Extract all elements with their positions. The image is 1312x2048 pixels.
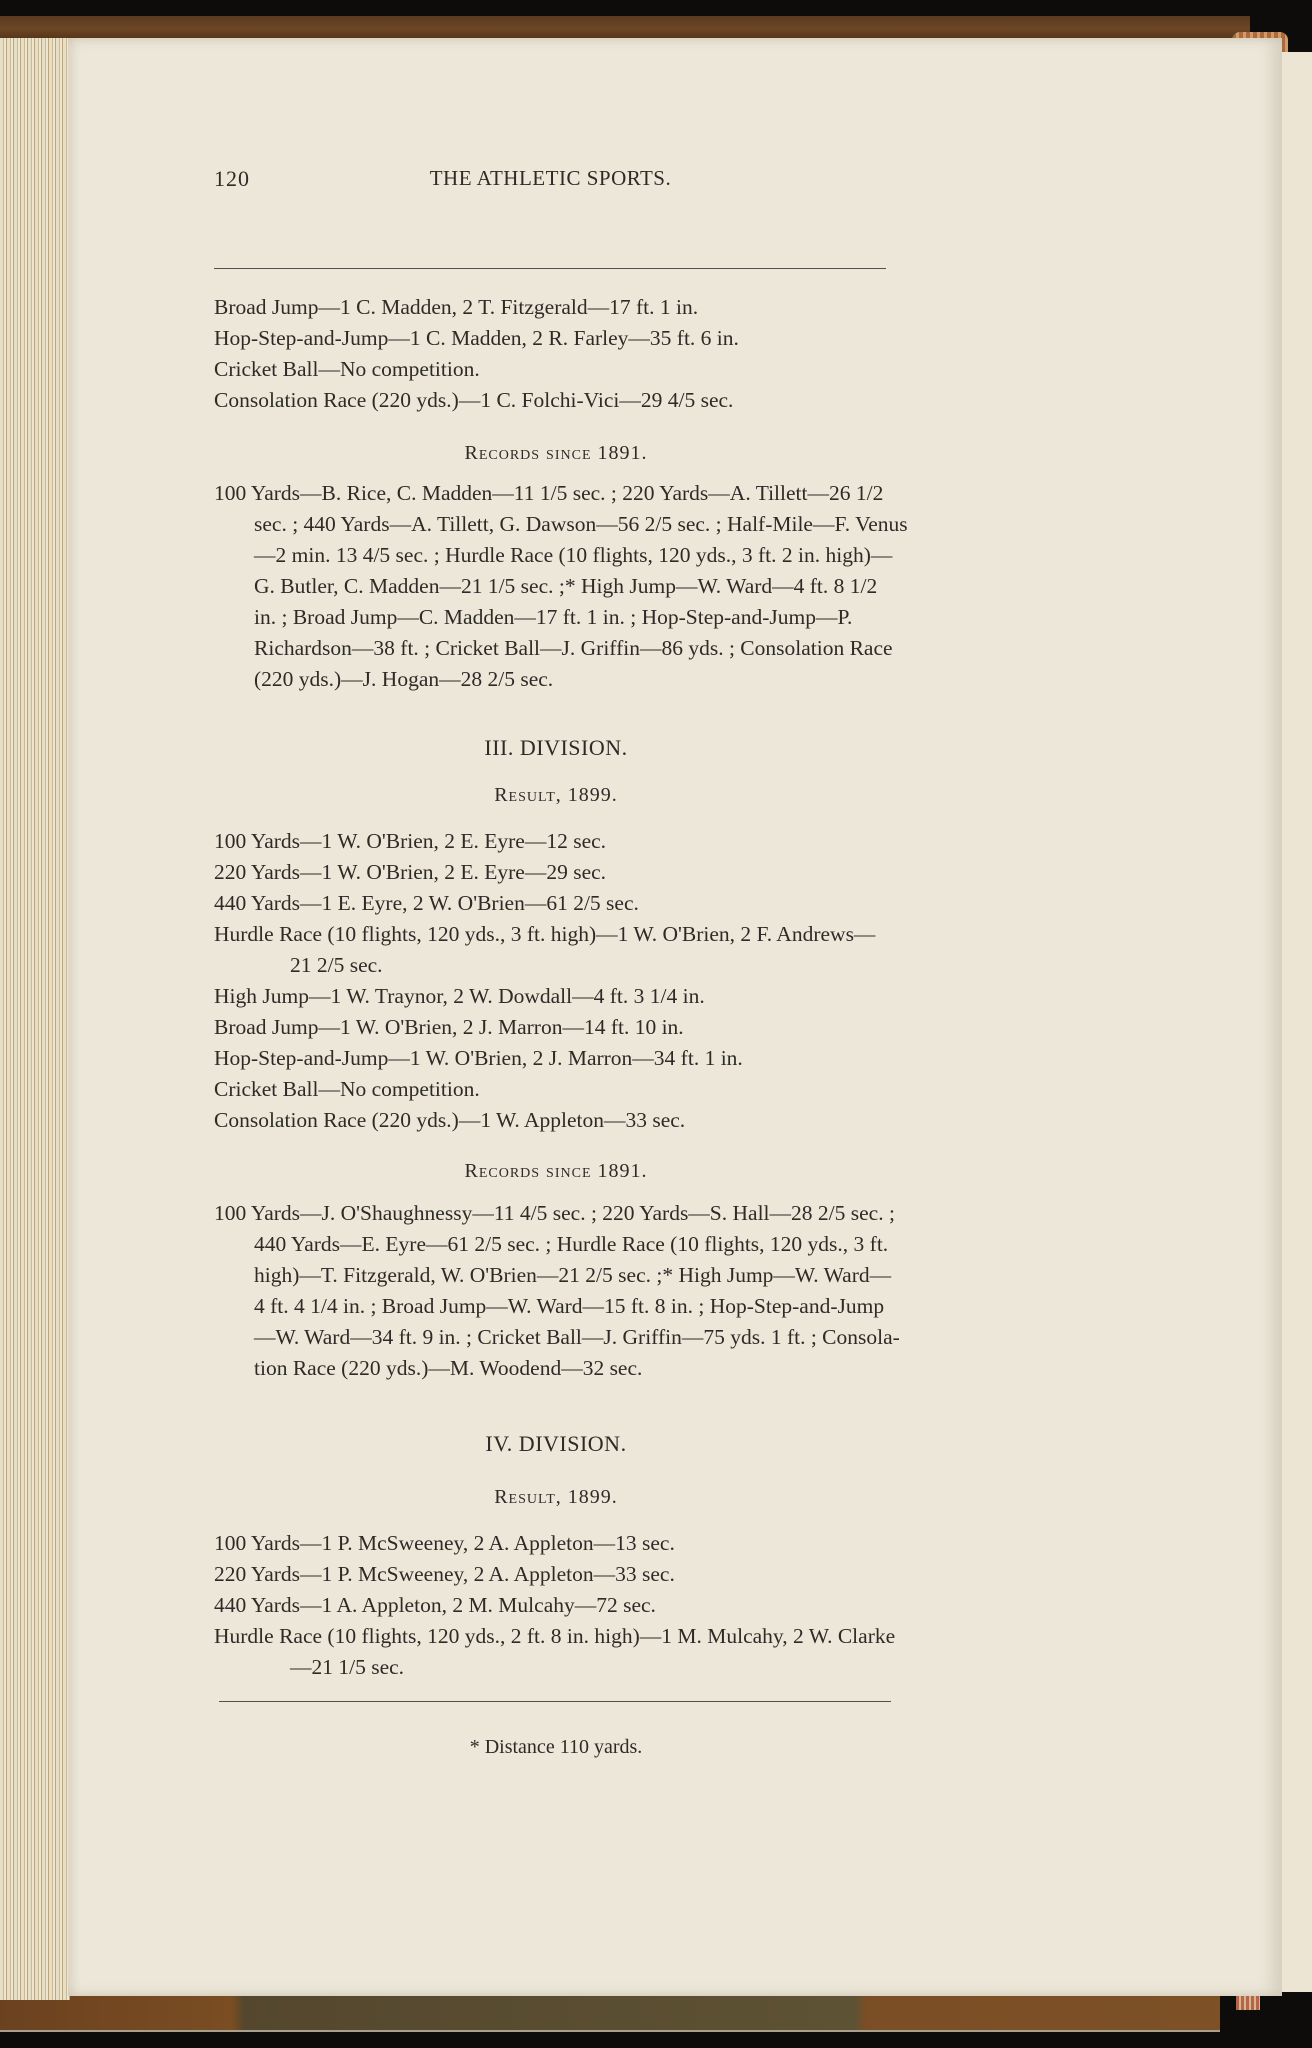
- page-number: 120: [214, 166, 250, 191]
- result-line: High Jump—1 W. Traynor, 2 W. Dowdall—4 ft. 3 1/4 in.: [214, 984, 705, 1008]
- result-line: Consolation Race (220 yds.)—1 W. Appleton—33 sec.: [214, 1108, 686, 1132]
- result-line: 440 Yards—1 E. Eyre, 2 W. O'Brien—61 2/5 sec.: [214, 891, 639, 915]
- result-line: 100 Yards—1 P. McSweeney, 2 A. Appleton—13 sec.: [214, 1531, 675, 1555]
- result-line: Hop-Step-and-Jump—1 W. O'Brien, 2 J. Marron—34 ft. 1 in.: [214, 1046, 743, 1070]
- division-iv-results: [214, 1528, 898, 1683]
- record-line: in. ; Broad Jump—C. Madden—17 ft. 1 in. ; Hop-Step-and-Jump—P.: [254, 605, 853, 629]
- record-line: high)—T. Fitzgerald, W. O'Brien—21 2/5 sec. ;* High Jump—W. Ward—: [254, 1263, 892, 1287]
- book-page: [68, 38, 1282, 1996]
- record-line: (220 yds.)—J. Hogan—28 2/5 sec.: [254, 667, 554, 691]
- result-line: Cricket Ball—No competition.: [214, 1077, 480, 1101]
- result-line: Hurdle Race (10 flights, 120 yds., 3 ft. high)—1 W. O'Brien, 2 F. Andrews—: [214, 922, 876, 946]
- result-line: Consolation Race (220 yds.)—1 C. Folchi-Vici—29 4/5 sec.: [214, 388, 734, 412]
- division-iii-results: [214, 826, 898, 1136]
- record-line: —2 min. 13 4/5 sec. ; Hurdle Race (10 flights, 120 yds., 3 ft. 2 in. high)—: [254, 543, 893, 567]
- book-cover-bottom-edge: [0, 1996, 1220, 2032]
- record-line: 100 Yards—B. Rice, C. Madden—11 1/5 sec. ; 220 Yards—A. Tillett—26 1/2: [214, 481, 884, 505]
- section-ii-records: [214, 478, 908, 695]
- division-iii-result-heading: Result, 1899.: [494, 784, 618, 806]
- division-iv-title: IV. DIVISION.: [485, 1431, 627, 1456]
- result-line: 100 Yards—1 W. O'Brien, 2 E. Eyre—12 sec.: [214, 829, 607, 853]
- header-rule: [214, 268, 886, 269]
- record-line: 4 ft. 4 1/4 in. ; Broad Jump—W. Ward—15 ft. 8 in. ; Hop-Step-and-Jump: [254, 1294, 885, 1318]
- records-heading: Records since 1891.: [464, 442, 648, 464]
- section-ii-results-continued: [214, 292, 898, 416]
- facing-page-edge: [1280, 52, 1312, 1992]
- record-line: 100 Yards—J. O'Shaughnessy—11 4/5 sec. ; 220 Yards—S. Hall—28 2/5 sec. ;: [214, 1201, 895, 1225]
- footnote: * Distance 110 yards.: [469, 1736, 643, 1758]
- result-line-continuation: 21 2/5 sec.: [290, 953, 383, 977]
- running-title: THE ATHLETIC SPORTS.: [429, 166, 672, 190]
- result-line: 440 Yards—1 A. Appleton, 2 M. Mulcahy—72 sec.: [214, 1593, 656, 1617]
- division-iii-title: III. DIVISION.: [484, 735, 628, 760]
- record-line: 440 Yards—E. Eyre—61 2/5 sec. ; Hurdle Race (10 flights, 120 yds., 3 ft.: [254, 1232, 889, 1256]
- record-line: tion Race (220 yds.)—M. Woodend—32 sec.: [254, 1356, 643, 1380]
- result-line: Broad Jump—1 W. O'Brien, 2 J. Marron—14 ft. 10 in.: [214, 1015, 684, 1039]
- result-line: Hop-Step-and-Jump—1 C. Madden, 2 R. Farley—35 ft. 6 in.: [214, 326, 739, 350]
- result-line: Broad Jump—1 C. Madden, 2 T. Fitzgerald—17 ft. 1 in.: [214, 295, 699, 319]
- result-line: 220 Yards—1 W. O'Brien, 2 E. Eyre—29 sec.: [214, 860, 607, 884]
- division-iii-records: [214, 1198, 898, 1384]
- record-line: G. Butler, C. Madden—21 1/5 sec. ;* High Jump—W. Ward—4 ft. 8 1/2: [254, 574, 878, 598]
- running-head: [214, 166, 887, 206]
- division-iv-result-heading: Result, 1899.: [494, 1486, 618, 1508]
- record-line: Richardson—38 ft. ; Cricket Ball—J. Griffin—86 yds. ; Consolation Race: [254, 636, 893, 660]
- division-iii-records-heading: Records since 1891.: [464, 1160, 648, 1182]
- result-line: 220 Yards—1 P. McSweeney, 2 A. Appleton—33 sec.: [214, 1562, 675, 1586]
- record-line: —W. Ward—34 ft. 9 in. ; Cricket Ball—J. Griffin—75 yds. 1 ft. ; Consola-: [254, 1325, 900, 1349]
- page-stack-edges: [0, 38, 70, 2000]
- footnote-rule: [219, 1701, 891, 1702]
- result-line: Cricket Ball—No competition.: [214, 357, 480, 381]
- result-line-continuation: —21 1/5 sec.: [290, 1655, 405, 1679]
- record-line: sec. ; 440 Yards—A. Tillett, G. Dawson—56 2/5 sec. ; Half-Mile—F. Venus: [254, 512, 908, 536]
- result-line: Hurdle Race (10 flights, 120 yds., 2 ft. 8 in. high)—1 M. Mulcahy, 2 W. Clarke: [214, 1624, 896, 1648]
